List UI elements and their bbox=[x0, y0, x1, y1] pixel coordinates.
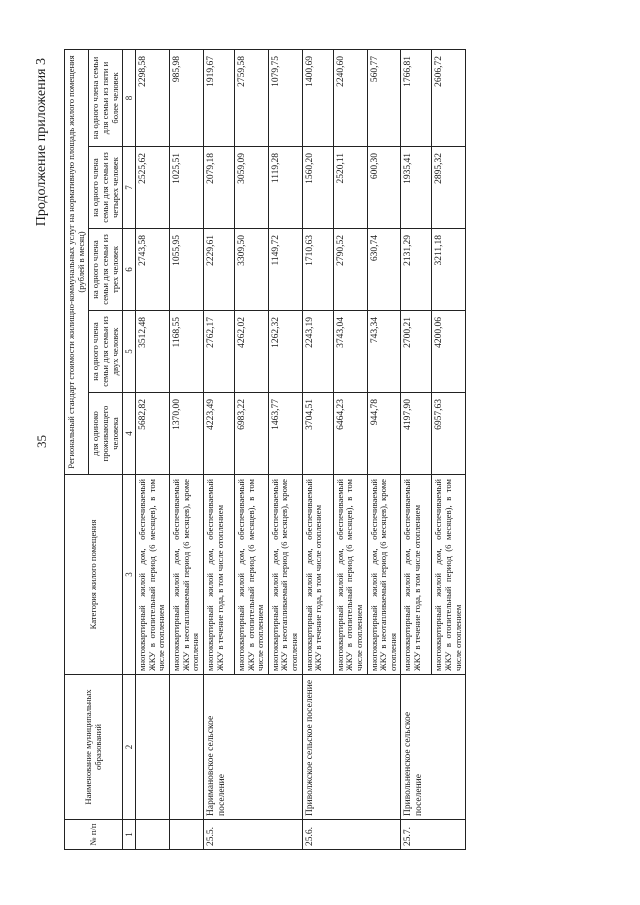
header-standard: Региональный стандарт стоимости жилищно-коммунальных услуг на нормативную площадь жилого помещения (рублей в месяц) bbox=[65, 49, 89, 474]
municipality-name: Привольненское сельское поселение bbox=[401, 675, 466, 820]
municipality-name: Приволжское сельское поселение bbox=[302, 675, 401, 820]
page-number: 35 bbox=[34, 435, 49, 448]
cost-value: 1560,20 bbox=[302, 147, 333, 229]
col-number: 3 bbox=[123, 475, 136, 675]
col-number: 2 bbox=[123, 675, 136, 820]
cost-value: 3512,48 bbox=[136, 311, 170, 393]
housing-category: многоквартирный жилой дом, обеспечиваемый ЖКУ в неотапливаемый период (6 месяцев), кроме отопления bbox=[367, 475, 401, 675]
cost-value: 1400,69 bbox=[302, 49, 333, 146]
cost-value: 3059,09 bbox=[234, 147, 268, 229]
cost-value: 4197,90 bbox=[401, 393, 432, 475]
row-number bbox=[170, 820, 204, 850]
housing-category: многоквартирный жилой дом, обеспечиваемый ЖКУ в течение года, в том числе отоплением bbox=[302, 475, 333, 675]
table-row bbox=[136, 49, 170, 849]
row-number: 25.7. bbox=[401, 820, 466, 850]
cost-value: 2700,21 bbox=[401, 311, 432, 393]
cost-value: 1149,72 bbox=[268, 229, 302, 311]
header-municipality: Наименование муниципальных образований bbox=[65, 675, 123, 820]
housing-cost-table bbox=[64, 49, 466, 850]
housing-category: многоквартирный жилой дом, обеспечиваемый ЖКУ в неотапливаемый период (6 месяцев), кроме отопления bbox=[268, 475, 302, 675]
cost-value: 2762,17 bbox=[203, 311, 234, 393]
cost-value: 1935,41 bbox=[401, 147, 432, 229]
row-number: 25.5. bbox=[203, 820, 302, 850]
cost-value: 2895,32 bbox=[432, 147, 466, 229]
col-number: 7 bbox=[123, 147, 136, 229]
cost-value: 1055,95 bbox=[170, 229, 204, 311]
appendix-label: Продолжение приложения 3 bbox=[34, 58, 49, 227]
cost-value: 1710,63 bbox=[302, 229, 333, 311]
col-number: 8 bbox=[123, 49, 136, 146]
cost-value: 1766,81 bbox=[401, 49, 432, 146]
table-row bbox=[401, 49, 432, 849]
cost-value: 2743,58 bbox=[136, 229, 170, 311]
cost-value: 1463,77 bbox=[268, 393, 302, 475]
cost-value: 2520,11 bbox=[333, 147, 367, 229]
cost-value: 6957,63 bbox=[432, 393, 466, 475]
cost-value: 985,98 bbox=[170, 49, 204, 146]
housing-category: многоквартирный жилой дом, обеспечиваемый ЖКУ в отопительный период (6 месяцев), в том числе отоплением bbox=[333, 475, 367, 675]
col-number: 6 bbox=[123, 229, 136, 311]
header-num: № п/п bbox=[65, 820, 123, 850]
header-sub-3: на одного члена семьи для семьи из трех человек bbox=[89, 229, 123, 311]
cost-value: 2790,52 bbox=[333, 229, 367, 311]
cost-value: 1919,67 bbox=[203, 49, 234, 146]
header-category: Категория жилого помещения bbox=[65, 475, 123, 675]
housing-category: многоквартирный жилой дом, обеспечиваемый ЖКУ в отопительный период (6 месяцев), в том числе отоплением bbox=[432, 475, 466, 675]
housing-category: многоквартирный жилой дом, обеспечиваемый ЖКУ в течение года, в том числе отоплением bbox=[203, 475, 234, 675]
cost-value: 3309,50 bbox=[234, 229, 268, 311]
row-number: 25.6. bbox=[302, 820, 401, 850]
housing-category: многоквартирный жилой дом, обеспечиваемый ЖКУ в отопительный период (6 месяцев), в том числе отоплением bbox=[136, 475, 170, 675]
cost-value: 630,74 bbox=[367, 229, 401, 311]
housing-category: многоквартирный жилой дом, обеспечиваемый ЖКУ в отопительный период (6 месяцев), в том числе отоплением bbox=[234, 475, 268, 675]
table-row bbox=[170, 49, 204, 849]
col-number: 1 bbox=[123, 820, 136, 850]
cost-value: 3211,18 bbox=[432, 229, 466, 311]
cost-value: 4200,06 bbox=[432, 311, 466, 393]
housing-category: многоквартирный жилой дом, обеспечиваемый ЖКУ в неотапливаемый период (6 месяцев), кроме отопления bbox=[170, 475, 204, 675]
housing-category: многоквартирный жилой дом, обеспечиваемый ЖКУ в течение года, в том числе отоплением bbox=[401, 475, 432, 675]
municipality-name bbox=[170, 675, 204, 820]
cost-value: 2079,18 bbox=[203, 147, 234, 229]
cost-value: 1079,75 bbox=[268, 49, 302, 146]
header-sub-1: для одиноко проживающего человека bbox=[89, 393, 123, 475]
header-sub-5: на одного члена семьи для семьи из пяти и более человек bbox=[89, 49, 123, 146]
cost-value: 2298,58 bbox=[136, 49, 170, 146]
cost-value: 743,34 bbox=[367, 311, 401, 393]
cost-value: 6464,23 bbox=[333, 393, 367, 475]
cost-value: 1370,00 bbox=[170, 393, 204, 475]
rotated-page bbox=[34, 50, 609, 850]
table-body bbox=[136, 49, 466, 849]
row-number bbox=[136, 820, 170, 850]
cost-value: 5682,82 bbox=[136, 393, 170, 475]
cost-value: 6983,22 bbox=[234, 393, 268, 475]
header-sub-4: на одного члена семьи для семьи из четырех человек bbox=[89, 147, 123, 229]
header-sub-2: на одного члена семьи для семьи из двух человек bbox=[89, 311, 123, 393]
cost-value: 1168,55 bbox=[170, 311, 204, 393]
cost-value: 2229,61 bbox=[203, 229, 234, 311]
col-number: 5 bbox=[123, 311, 136, 393]
cost-value: 2240,60 bbox=[333, 49, 367, 146]
cost-value: 944,78 bbox=[367, 393, 401, 475]
table-row bbox=[302, 49, 333, 849]
table-row bbox=[203, 49, 234, 849]
cost-value: 1262,32 bbox=[268, 311, 302, 393]
municipality-name: Наримановское сельское поселение bbox=[203, 675, 302, 820]
municipality-name bbox=[136, 675, 170, 820]
cost-value: 2131,29 bbox=[401, 229, 432, 311]
cost-value: 560,77 bbox=[367, 49, 401, 146]
cost-value: 1119,28 bbox=[268, 147, 302, 229]
cost-value: 2606,72 bbox=[432, 49, 466, 146]
cost-value: 4262,02 bbox=[234, 311, 268, 393]
cost-value: 2243,19 bbox=[302, 311, 333, 393]
cost-value: 4223,49 bbox=[203, 393, 234, 475]
cost-value: 600,30 bbox=[367, 147, 401, 229]
cost-value: 2525,62 bbox=[136, 147, 170, 229]
col-number: 4 bbox=[123, 393, 136, 475]
cost-value: 3743,04 bbox=[333, 311, 367, 393]
cost-value: 1025,51 bbox=[170, 147, 204, 229]
cost-value: 3704,51 bbox=[302, 393, 333, 475]
cost-value: 2759,58 bbox=[234, 49, 268, 146]
